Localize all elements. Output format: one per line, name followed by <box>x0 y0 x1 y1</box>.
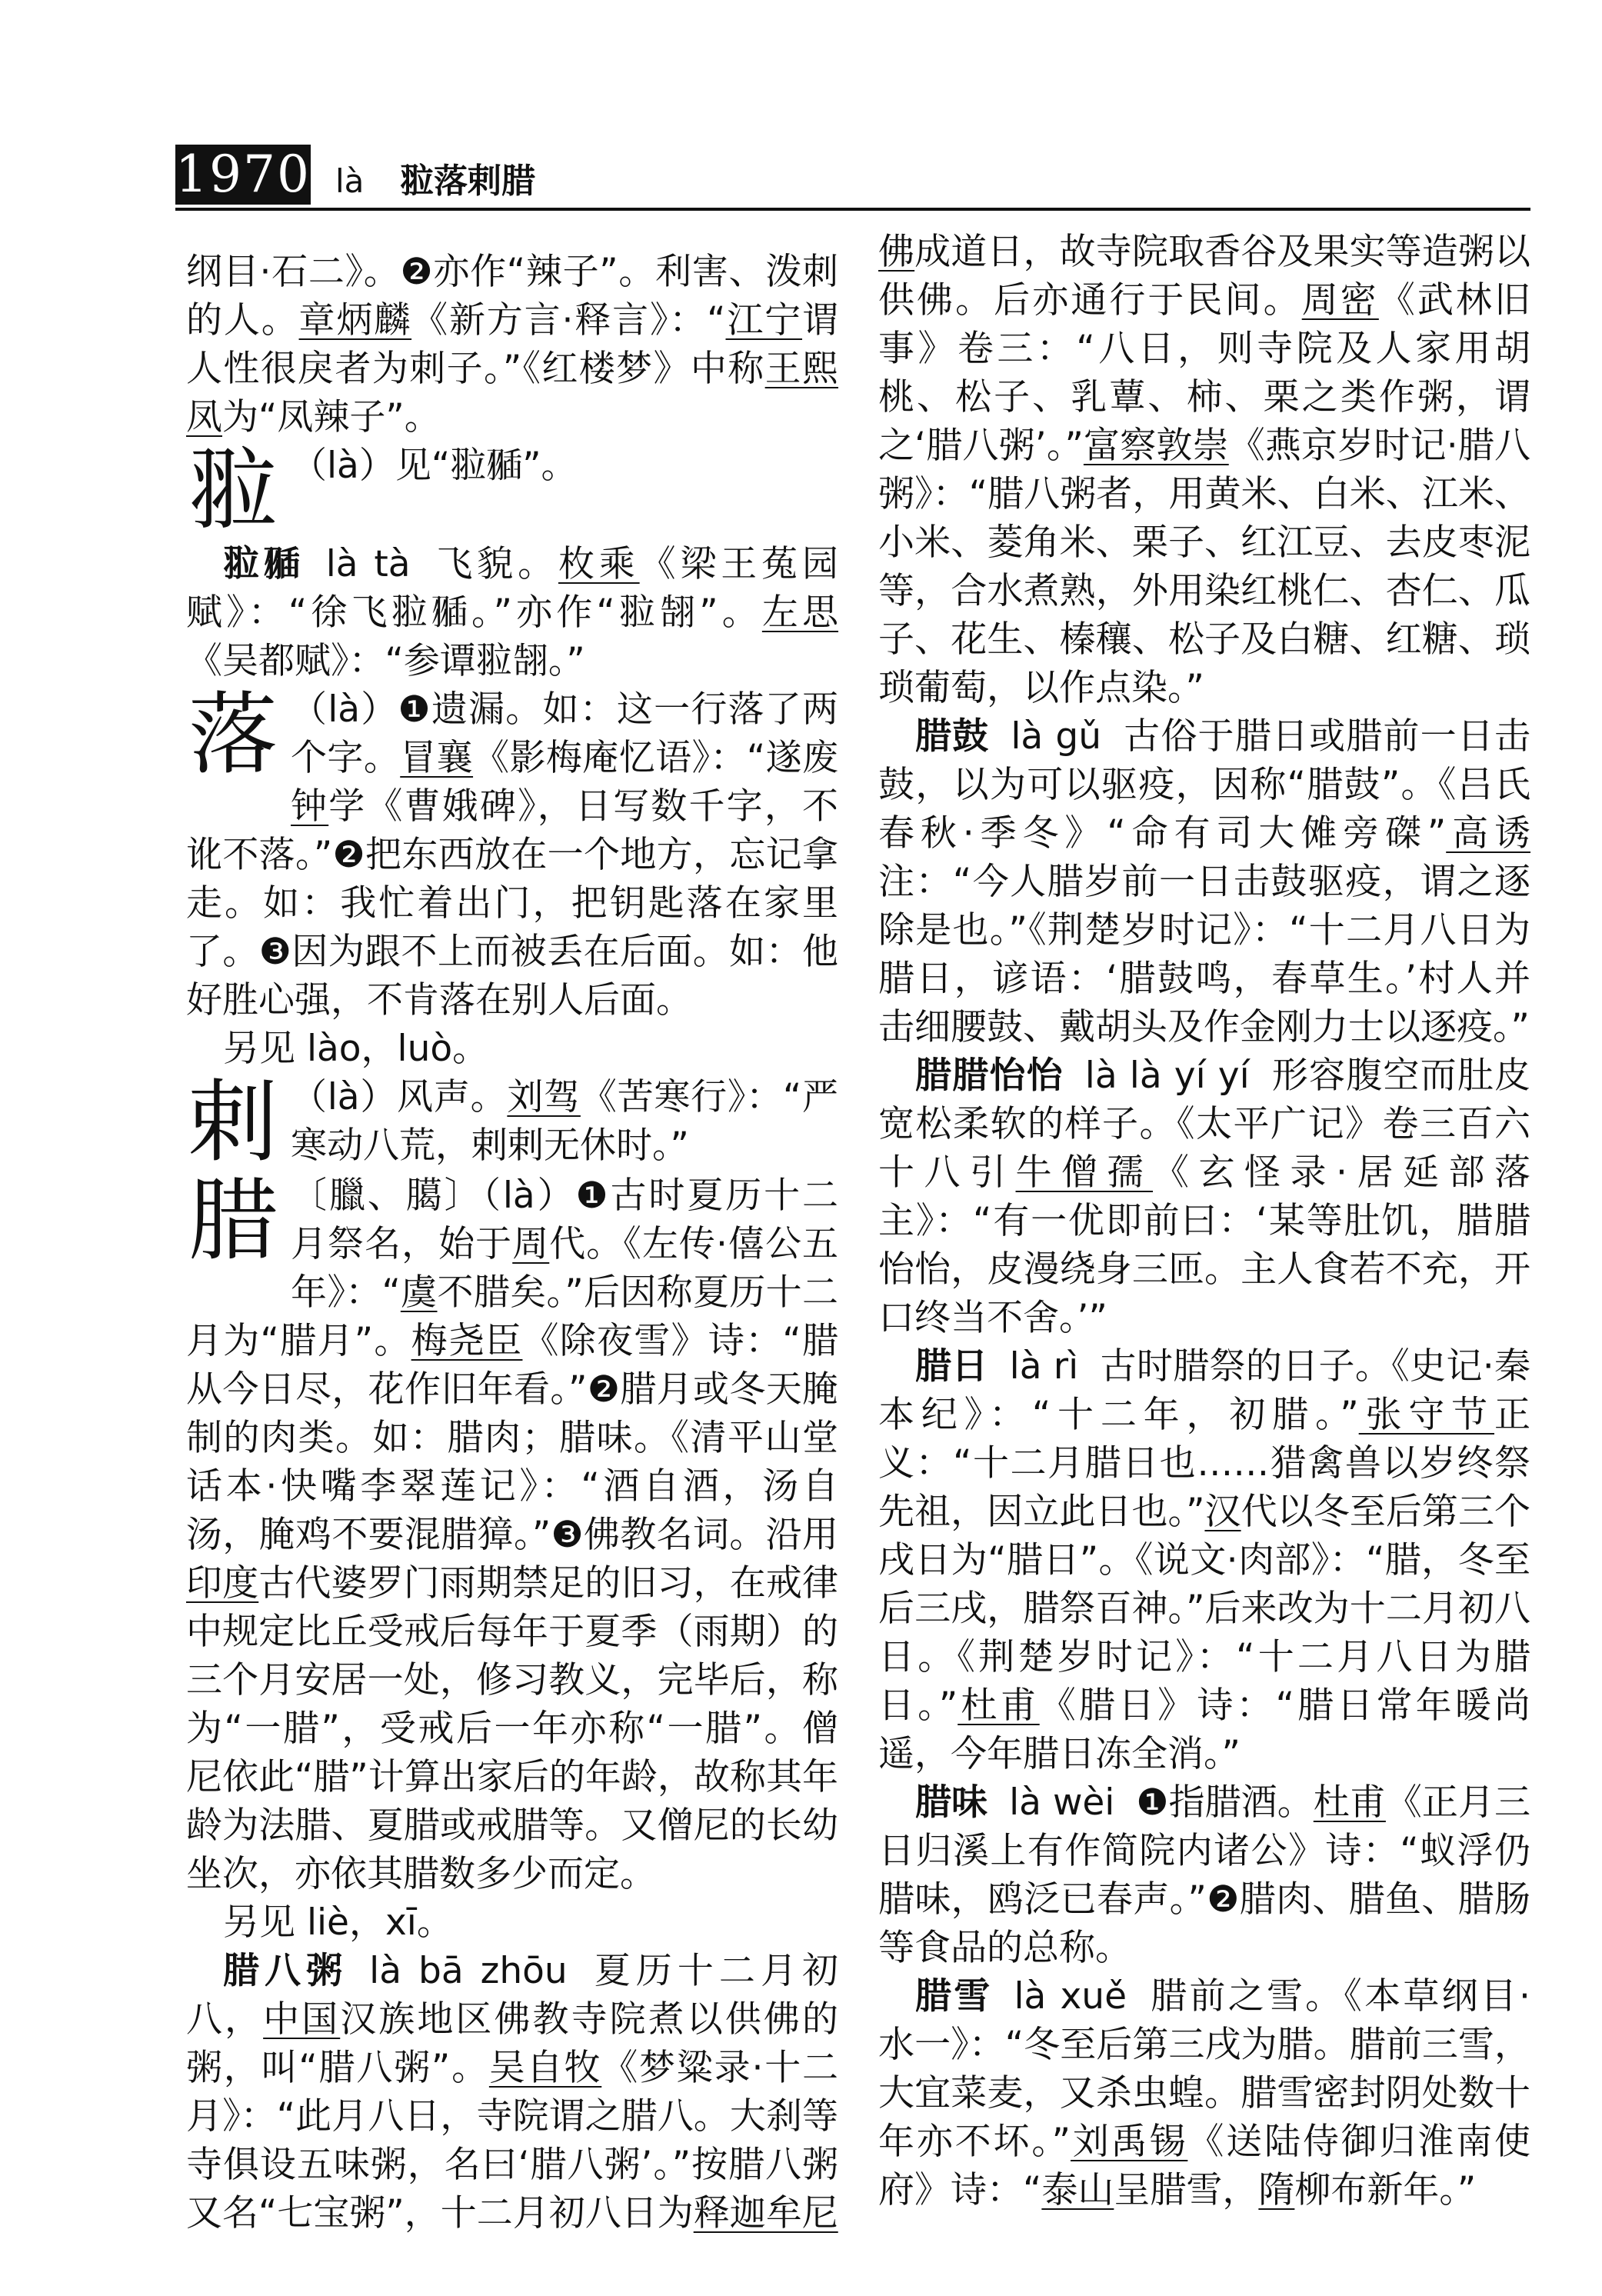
text-segment: 古俗于腊日或腊前一日击鼓，以为可以驱疫，因称“腊鼓”。《吕氏春秋·季冬》“命有司大傩旁磔” <box>878 715 1531 855</box>
paragraph <box>186 248 838 442</box>
text-segment: ❶指腊酒。 <box>1136 1781 1314 1824</box>
text-segment: 另见 liè，xī。 <box>223 1901 453 1944</box>
entry-pinyin: là bā zhōu <box>369 1950 568 1992</box>
text-segment: 不腊矣。”后因称夏历十二月为“腊月”。 <box>186 1271 838 1362</box>
proper-name-underlined: 王熙凤 <box>186 348 838 438</box>
paragraph <box>878 228 1530 712</box>
left-column <box>186 248 838 2238</box>
entry-term: 腊雪 <box>915 1975 993 2018</box>
entry-term: 腊腊怡怡 <box>915 1055 1064 1097</box>
text-segment: 《送陆侍御归淮南使府》诗：“ <box>878 2121 1530 2211</box>
running-header <box>175 143 1530 211</box>
proper-name-underlined: 周密 <box>1301 279 1379 322</box>
text-segment: 腊前之雪。《本草纲目·水一》：“冬至后第三戌为腊。腊前三雪，大宜菜麦，又杀虫蝗。腊雪密封阴处数十年亦不坏。” <box>878 1975 1530 2163</box>
text-segment: 注：“今人腊岁前一日击鼓驱疫，谓之逐除是也。”《荆楚岁时记》：“十二月八日为腊日，谚语：‘腊鼓鸣，春草生。’村人并击细腰鼓、戴胡头及作金刚力士以逐疫。” <box>878 861 1530 1048</box>
headword-character: 剌 <box>188 1071 278 1175</box>
text-segment: 古代婆罗门雨期禁足的旧习，在戒律中规定比丘受戒后每年于夏季（雨期）的三个月安居一处，修习教义，完毕后，称为“一腊”，受戒后一年亦称“一腊”。僧尼依此“腊”计算出家后的年龄，故称其年龄为法腊、夏腊或戒腊等。又僧尼的长幼坐次，亦依其腊数多少而定。 <box>186 1562 839 1895</box>
entry-pinyin: là xuě <box>1014 1975 1127 2018</box>
proper-name-underlined: 释迦牟尼 <box>693 2192 838 2234</box>
text-segment: 《武林旧事》卷三：“八日，则寺院及人家用胡桃、松子、乳蕈、柿、栗之类作粥，谓之‘腊八粥’。” <box>878 279 1530 467</box>
text-segment: 《新方言·释言》：“ <box>411 299 726 342</box>
text-segment: 《正月三日归溪上有作简院内诸公》诗：“蚁浮仍腊味，鸥泛已春声。”❷腊肉、腊鱼、腊肠等食品的总称。 <box>878 1781 1531 1969</box>
text-segment: （là）见“翋𦑣”。 <box>291 445 578 487</box>
text-segment: 纲目·石二》。❷亦作“辣子”。利害、泼刺的人。 <box>186 251 838 342</box>
headword-character: 腊 <box>188 1169 278 1273</box>
proper-name-underlined: 汉 <box>1204 1491 1241 1533</box>
right-column <box>878 228 1530 2214</box>
proper-name-underlined: 隋 <box>1258 2169 1295 2211</box>
proper-name-underlined: 虞 <box>400 1271 438 1314</box>
proper-name-underlined: 周 <box>512 1223 550 1265</box>
proper-name-underlined: 杜甫 <box>958 1685 1040 1727</box>
entry-term: 腊八粥 <box>223 1950 348 1992</box>
text-segment: 学《曹娥碑》，日写数千字，不讹不落。”❷把东西放在一个地方，忘记拿走。如：我忙着出门，把钥匙落在家里了。❸因为跟不上而被丢在后面。如：他好胜心强，不肯落在别人后面。 <box>186 785 839 1021</box>
proper-name-underlined: 刘禹锡 <box>1071 2121 1188 2163</box>
text-segment: （là）风声。 <box>291 1076 508 1118</box>
headword-character: 翋 <box>188 439 278 543</box>
proper-name-underlined: 刘驾 <box>507 1076 581 1118</box>
dictionary-entry <box>186 1071 839 1175</box>
entry-pinyin: là gǔ <box>1011 715 1101 758</box>
text-segment: 汉族地区佛教寺院煮以供佛的粥，叫“腊八粥”。 <box>186 1998 838 2089</box>
proper-name-underlined: 泰山 <box>1041 2169 1114 2211</box>
dictionary-entry <box>186 685 838 1025</box>
compound-entry <box>878 712 1530 1051</box>
cross-reference <box>186 1898 838 1947</box>
proper-name-underlined: 牛僧孺 <box>1015 1151 1154 1194</box>
proper-name-underlined: 章炳麟 <box>298 299 412 342</box>
entry-pinyin: là là yí yí <box>1084 1055 1250 1097</box>
proper-name-underlined: 吴自牧 <box>488 2047 602 2089</box>
entry-pinyin: là wèi <box>1009 1781 1115 1824</box>
text-segment: 形容腹空而肚皮宽松柔软的样子。《太平广记》卷三百六十八引 <box>878 1055 1531 1194</box>
text-segment: （là）❶遗漏。如：这一行落了两个字。 <box>291 688 838 779</box>
proper-name-underlined: 印度 <box>186 1562 259 1605</box>
text-segment: 飞貌。 <box>431 543 558 585</box>
headword-character: 落 <box>188 683 278 787</box>
header-pinyin: là <box>335 162 365 200</box>
header-headwords: 翋落剌腊 <box>400 162 535 201</box>
text-segment: 《腊日》诗：“腊日常年暖尚遥，今年腊日冻全消。” <box>878 1685 1530 1775</box>
text-segment: 成道日，故寺院取香谷及果实等造粥以供佛。后亦通行于民间。 <box>878 231 1531 322</box>
text-segment: 柳布新年。” <box>1294 2169 1477 2211</box>
proper-name-underlined: 枚乘 <box>558 543 640 585</box>
proper-name-underlined: 梅尧臣 <box>411 1320 523 1362</box>
proper-name-underlined: 中国 <box>263 1998 341 2041</box>
text-segment: 正义：“十二月腊日也……猎禽兽以岁终祭先祖，因立此日也。” <box>878 1394 1530 1533</box>
text-segment: 呈腊雪， <box>1114 2169 1259 2211</box>
proper-name-underlined: 杜甫 <box>1313 1781 1386 1824</box>
compound-entry <box>186 1947 838 2238</box>
proper-name-underlined: 钟 <box>291 785 329 828</box>
text-segment: 《影梅庵忆语》：“遂废 <box>473 737 839 779</box>
dictionary-entry <box>186 1171 838 1898</box>
proper-name-underlined: 富察敦崇 <box>1083 425 1229 467</box>
entry-term: 腊鼓 <box>915 715 990 758</box>
text-segment: 代以冬至后第三个戌日为“腊日”。《说文·肉部》：“腊，冬至后三戌，腊祭百神。”后来改为十二月初八日。《荆楚岁时记》：“十二月八日为腊日。” <box>878 1491 1531 1727</box>
text-segment: 代。《左传·僖公五年》：“ <box>291 1223 838 1314</box>
compound-entry <box>878 1778 1530 1972</box>
proper-name-underlined: 佛 <box>878 231 915 273</box>
proper-name-underlined: 冒襄 <box>400 737 474 779</box>
dictionary-entry <box>186 439 838 543</box>
text-segment: 〔臘、臈〕（là）❶古时夏历十二月祭名，始于 <box>291 1175 838 1265</box>
proper-name-underlined: 张守节 <box>1358 1394 1494 1436</box>
page-number: 1970 <box>175 145 311 204</box>
text-segment: 《玄怪录·居延部落主》：“有一优即前曰：‘某等肚饥，腊腊怡怡，皮漫绕身三匝。主人食若不充，开口终当不舍。’” <box>878 1151 1530 1339</box>
entry-pinyin: là tà <box>325 543 411 585</box>
proper-name-underlined: 左思 <box>761 591 839 634</box>
compound-entry <box>186 540 838 685</box>
proper-name-underlined: 江宁 <box>725 299 803 342</box>
entry-term: 腊味 <box>915 1781 988 1824</box>
text-segment: 《除夜雪》诗：“腊从今日尽，花作旧年看。”❷腊月或冬天腌制的肉类。如：腊肉；腊味。《清平山堂话本·快嘴李翠莲记》：“酒自酒，汤自汤，腌鸡不要混腊獐。”❸佛教名词。沿用 <box>186 1320 838 1556</box>
proper-name-underlined: 高诱 <box>1446 812 1530 855</box>
entry-term: 腊日 <box>915 1345 988 1388</box>
entry-pinyin: là rì <box>1009 1345 1079 1388</box>
entry-term: 翋𦑣 <box>223 543 305 585</box>
cross-reference <box>186 1025 838 1073</box>
text-segment: 夏历十二月初八， <box>186 1950 839 2041</box>
text-segment: 《燕京岁时记·腊八粥》：“腊八粥者，用黄米、白米、江米、小米、菱角米、栗子、红江豆、去皮枣泥等，合水煮熟，外用染红桃仁、杏仁、瓜子、花生、榛穰、松子及白糖、红糖、琐琐葡萄，以作点染。” <box>878 425 1530 709</box>
text-segment: 为“凤辣子”。 <box>222 396 441 438</box>
compound-entry <box>878 1051 1530 1342</box>
text-segment: 谓人性很戾者为刺子。”《红楼梦》中称 <box>186 299 839 390</box>
text-segment: 《梁王菟园赋》：“徐飞翋𦑣。”亦作“翋䎋”。 <box>186 543 838 634</box>
text-segment: 古时腊祭的日子。《史记·秦本纪》：“十二年，初腊。” <box>878 1345 1530 1436</box>
compound-entry <box>878 1972 1530 2214</box>
text-segment: 另见 lào，luò。 <box>223 1028 489 1070</box>
text-segment: 《吴都赋》：“参谭翋䎋。” <box>186 640 585 682</box>
text-segment: 《苦寒行》：“严寒动八荒，剌剌无休时。” <box>291 1076 839 1167</box>
compound-entry <box>878 1342 1530 1778</box>
text-segment: 《梦粱录·十二月》：“此月八日，寺院谓之腊八。大刹等寺俱设五味粥，名曰‘腊八粥’。”按腊八粥又名“七宝粥”，十二月初八日为 <box>186 2047 838 2234</box>
